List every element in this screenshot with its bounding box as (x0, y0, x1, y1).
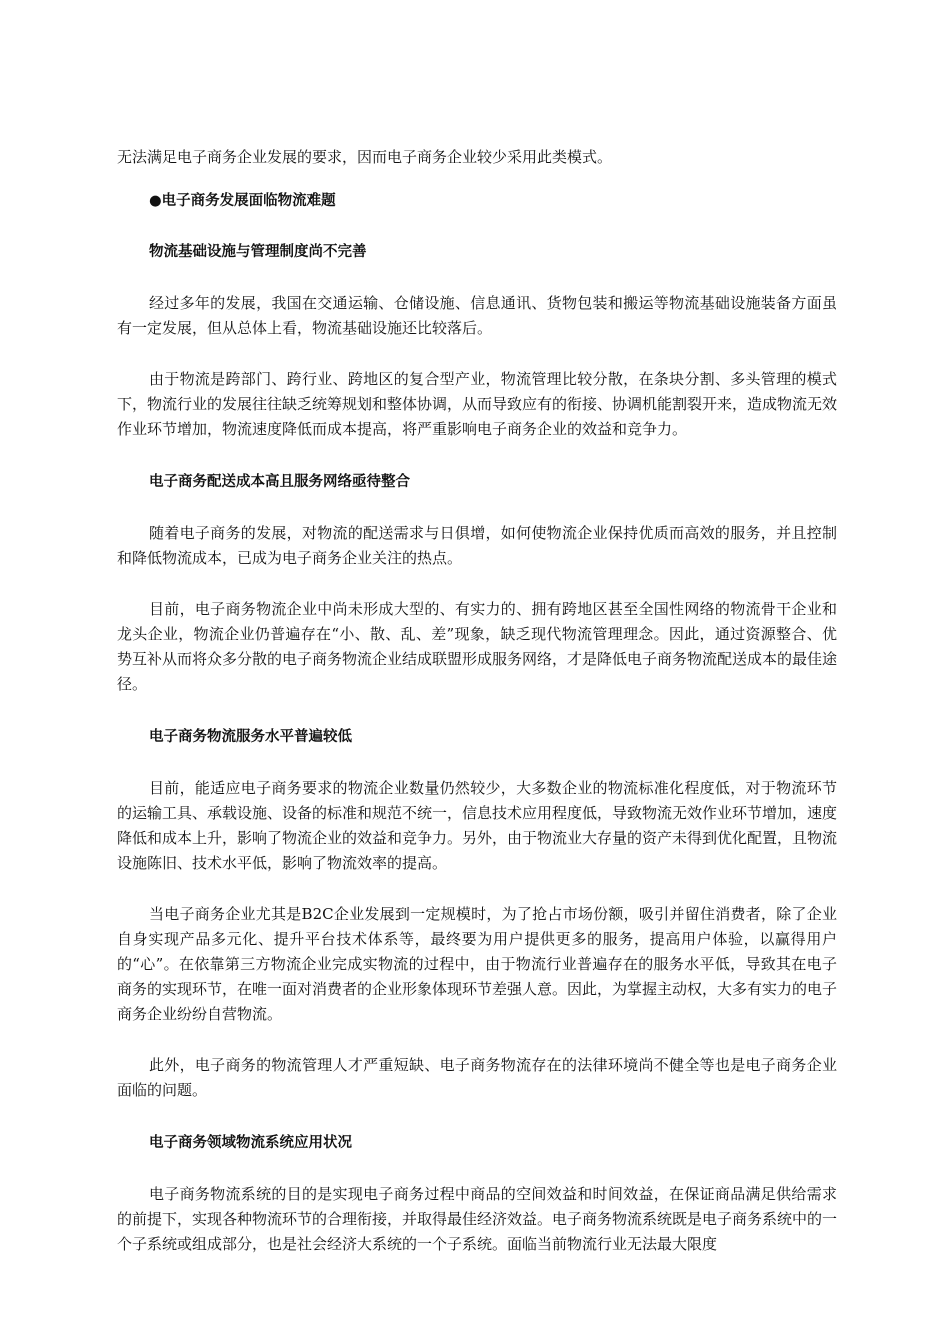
paragraph-system-application-1: 电子商务物流系统的目的是实现电子商务过程中商品的空间效益和时间效益，在保证商品满足供给需求的前提下，实现各种物流环节的合理衔接，并取得最佳经济效益。电子商务物流系统既是电子商务系统中的一个子系统或组成部分，也是社会经济大系统的一个子系统。面临当前物流行业无法最大限度 (117, 1185, 838, 1253)
paragraph-service-level-3: 此外，电子商务的物流管理人才严重短缺、电子商务物流存在的法律环境尚不健全等也是电子商务企业面临的问题。 (117, 1056, 837, 1099)
subheading-system-application: 电子商务领域物流系统应用状况 (149, 1134, 352, 1151)
section-heading: ●电子商务发展面临物流难题 (149, 192, 336, 209)
paragraph-delivery-cost-2: 目前，电子商务物流企业中尚未形成大型的、有实力的、拥有跨地区甚至全国性网络的物流骨干企业和龙头企业，物流企业仍普遍存在“小、散、乱、差”现象，缺乏现代物流管理理念。因此，通过资源整合、优势互补从而将众多分散的电子商务物流企业结成联盟形成服务网络，才是降低电子商务物流配送成本的最佳途径。 (117, 600, 838, 693)
subheading-service-level: 电子商务物流服务水平普遍较低 (149, 728, 352, 745)
paragraph-delivery-cost-1: 随着电子商务的发展，对物流的配送需求与日俱增，如何使物流企业保持优质而高效的服务，并且控制和降低物流成本，已成为电子商务企业关注的热点。 (117, 524, 837, 567)
paragraph-service-level-2: 当电子商务企业尤其是B2C企业发展到一定规模时，为了抢占市场份额，吸引并留住消费者，除了企业自身实现产品多元化、提升平台技术体系等，最终要为用户提供更多的服务，提高用户体验，以赢得用户的“心”。在依靠第三方物流企业完成实物流的过程中，由于物流行业普遍存在的服务水平低，导致其在电子商务的实现环节，在唯一面对消费者的企业形象体现环节差强人意。因此，为掌握主动权，大多有实力的电子商务企业纷纷自营物流。 (117, 905, 838, 1023)
paragraph-service-level-1: 目前，能适应电子商务要求的物流企业数量仍然较少，大多数企业的物流标准化程度低，对于物流环节的运输工具、承载设施、设备的标准和规范不统一，信息技术应用程度低，导致物流无效作业环节增加，速度降低和成本上升，影响了物流企业的效益和竞争力。另外，由于物流业大存量的资产未得到优化配置，且物流设施陈旧、技术水平低，影响了物流效率的提高。 (117, 779, 838, 872)
paragraph-intro: 无法满足电子商务企业发展的要求，因而电子商务企业较少采用此类模式。 (117, 148, 613, 166)
subheading-infrastructure: 物流基础设施与管理制度尚不完善 (149, 243, 367, 260)
paragraph-infrastructure-2: 由于物流是跨部门、跨行业、跨地区的复合型产业，物流管理比较分散，在条块分割、多头管理的模式下，物流行业的发展往往缺乏统筹规划和整体协调，从而导致应有的衔接、协调机能割裂开来，造成物流无效作业环节增加，物流速度降低而成本提高，将严重影响电子商务企业的效益和竞争力。 (117, 370, 838, 438)
subheading-delivery-cost: 电子商务配送成本高且服务网络亟待整合 (149, 473, 410, 490)
paragraph-infrastructure-1: 经过多年的发展，我国在交通运输、仓储设施、信息通讯、货物包装和搬运等物流基础设施装备方面虽有一定发展，但从总体上看，物流基础设施还比较落后。 (117, 294, 837, 337)
document-body (117, 145, 837, 1257)
